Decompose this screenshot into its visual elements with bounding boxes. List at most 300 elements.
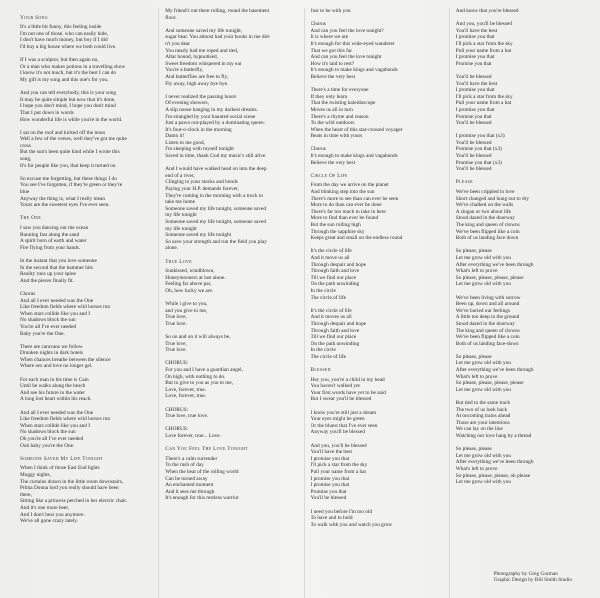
lyric-line: song,	[20, 156, 32, 163]
photography-credit: Photography by Greg Gorman	[493, 570, 558, 577]
lyric-line: Love, forever, true.	[165, 393, 207, 400]
lyric-line: Can be turned away	[165, 475, 208, 482]
lyric-line: there,	[20, 491, 32, 498]
stanza-gap	[456, 242, 588, 249]
lyric-line: You're a butterfly,	[165, 67, 204, 74]
lyric-line: And know that you're blessed	[455, 8, 519, 14]
lyric-line: My gift is my song and this one's for you.	[20, 76, 109, 83]
lyric-line: You're all I've ever needed	[20, 323, 77, 330]
lyric-line: But the sun rolling high	[310, 222, 361, 228]
lyric-line: To have and to hold	[310, 515, 353, 522]
lyric-line: It's enough to make kings and vagabonds	[310, 153, 398, 160]
lyric-line: Oh, how lucky we are.	[165, 287, 214, 294]
lyric-line: Sweet freedom whispered in my ear	[165, 60, 242, 67]
credits	[494, 571, 572, 584]
lyric-line: Or the bluest that I've ever seen	[310, 422, 378, 429]
song-title: Please	[455, 179, 473, 186]
lyric-line: You'll be blessed	[455, 120, 492, 127]
stanza-gap	[20, 51, 152, 58]
lyric-line: And it's one more beer,	[20, 504, 70, 511]
stanza-gap	[165, 160, 297, 167]
lyric-line: A little too deep in the ground	[455, 314, 520, 321]
lyric-line: Saved in time, thank God my music's still alive.	[165, 153, 267, 160]
lyric-line: Just to be with you	[310, 8, 351, 14]
lyric-line: Fly away, high away bye bye.	[165, 80, 229, 87]
stanza-gap	[165, 21, 297, 28]
lyric-line: Stood dazed in the doorway	[455, 215, 515, 222]
lyric-line: A slip noose hanging in my darkest dreams.	[165, 106, 258, 113]
lyric-line: That I put down in words	[20, 109, 74, 116]
lyric-line: There's a time for everyone	[310, 87, 369, 94]
lyric-line: On high, with nothing to do.	[165, 373, 226, 380]
lyric-line: There are caravans we follow	[20, 343, 83, 350]
stanza-gap	[311, 502, 443, 509]
lyric-line: True love,	[165, 340, 187, 347]
lyric-line: Believe the very best	[310, 159, 356, 166]
lyric-line: In the circle	[310, 347, 336, 354]
lyric-line: For each man in his time is Cain	[20, 376, 89, 383]
lyric-line: Someone saved my life tonight	[165, 232, 232, 239]
lyric-line: Beats in time with yours	[310, 133, 363, 140]
lyric-line: From the day we arrive on the planet	[310, 182, 389, 189]
lyric-line: Those are your intentions	[455, 419, 510, 426]
lyric-line: Someone saved my life tonight, someone saved	[165, 205, 267, 212]
lyric-line: There's a calm surrender	[165, 455, 218, 462]
lyric-line: I know you're still just a dream	[310, 409, 377, 416]
lyric-line: Just a pawn out-played by a dominating queen.	[165, 120, 265, 127]
lyric-line: No shadows block the sun	[20, 317, 76, 324]
lyric-line: And you, you'll be blessed	[310, 442, 367, 449]
lyric-line: When stars collide like you and I	[20, 422, 91, 429]
lyric-line: Moves us all in turn	[310, 106, 353, 113]
lyric-line: Anyway the thing is, what I really mean	[20, 195, 106, 202]
lyric-line: Keeps great and small on the endless round	[310, 235, 403, 242]
lyric-line: And all I ever needed was the One	[20, 409, 94, 416]
lyric-line: Watching our love hang by a thread	[455, 433, 532, 439]
lyric-line: Of evening showers,	[165, 100, 209, 107]
stanza-gap	[311, 403, 443, 410]
lyric-line: And can you feel the love tonight	[310, 54, 382, 61]
lyric-line: So save your strength and run the field you play	[165, 238, 267, 245]
lyric-line: If I was a sculptor, but then again no,	[20, 57, 99, 64]
lyric-line: And I would have walked head on into the deep	[165, 166, 267, 173]
lyric-line: And all I ever needed was the One	[20, 297, 94, 304]
song-title: True Love	[165, 258, 192, 265]
lyric-line: Pull your name from a hat	[455, 100, 512, 107]
lyric-line: Sunkissed, windblown,	[165, 268, 215, 275]
lyric-line: We've chalked on the walls	[455, 202, 514, 209]
song-title: Your Song	[20, 14, 48, 21]
stanza-gap	[456, 15, 588, 22]
lyric-line: For you and I have a guardian angel,	[165, 367, 243, 374]
song-title: Blessed	[310, 367, 331, 374]
lyric-line: So please, please	[455, 446, 492, 453]
lyric-line: So please, please, please, oh please	[455, 472, 531, 479]
stanza-gap	[165, 328, 297, 335]
stanza-gap	[456, 440, 588, 447]
lyric-line: You nearly had me roped and tied,	[165, 47, 239, 54]
lyrics-column-3	[304, 8, 449, 598]
stanza-gap	[456, 288, 588, 295]
stanza-gap	[165, 87, 297, 94]
lyric-line: Or a man who makes potions in a travelling show	[20, 63, 126, 70]
lyric-line: It's enough for this restless warrior	[165, 495, 239, 502]
lyric-line: And it move us all	[310, 254, 350, 261]
lyric-line: How wonderful life is while you're in the world.	[20, 116, 123, 123]
stanza-gap	[165, 420, 297, 427]
lyric-line: Feeling far above par,	[165, 281, 212, 288]
lyric-line: Let me grow old with you	[455, 360, 511, 367]
lyric-line: We've been flipped like a coin	[455, 228, 520, 235]
lyric-line: Been up, down and all around	[455, 301, 520, 308]
lyric-line: To walk with you and watch you grow	[310, 521, 393, 528]
lyric-line: On the path unwinding	[310, 340, 360, 347]
lyric-line: When the heart of this star-crossed voyager	[310, 126, 403, 133]
lyric-line: True love,	[165, 314, 187, 321]
lyric-line: Yours are the sweetest eyes I've ever seen.	[20, 202, 110, 209]
lyric-line: I promise you that	[310, 455, 350, 462]
lyric-line: But to give to you as you to me,	[165, 380, 234, 387]
lyric-line: So excuse me forgetting, but these things I do	[20, 175, 117, 182]
lyric-line: And it sees me through	[165, 488, 215, 495]
lyric-line: Anyway you'll be blessed	[310, 429, 365, 436]
lyric-line: my life tonight	[165, 212, 197, 219]
lyric-line: I promise you that	[455, 54, 495, 61]
lyric-line: In the second that the hammer hits	[20, 264, 93, 271]
lyric-line: Muggy nights,	[20, 471, 51, 478]
stanza-gap	[20, 403, 152, 410]
lyric-line: Damn it!	[165, 133, 185, 140]
lyric-line: My friend's out there rolling, round the basement	[165, 8, 270, 14]
lyric-line: n't you dear	[165, 40, 191, 47]
lyric-line: Love forever, true... Love.	[165, 433, 221, 439]
lyric-line: It may be quite simple but now that it's done,	[20, 96, 116, 103]
lyric-line: After everything we've been through	[455, 367, 534, 374]
lyric-line: Someone saved my life tonight, someone saved	[165, 219, 267, 225]
lyric-line: Let me grow old with you	[455, 386, 511, 393]
lyric-line: my life tonight	[165, 225, 197, 232]
stanza-gap	[311, 301, 443, 308]
lyric-line: Let me grow old with you	[455, 254, 511, 261]
lyric-line: What's left to prove	[455, 465, 498, 472]
lyric-line: I know it's not much, but it's the best I can do	[20, 70, 117, 77]
lyric-line: It's the circle of life	[310, 248, 352, 255]
lyric-line: Through despair and hope	[310, 320, 366, 327]
stanza-gap	[311, 140, 443, 147]
lyric-line: blue	[20, 189, 30, 196]
lyric-line: end of a river,	[165, 172, 195, 179]
lyric-line: floor.	[165, 14, 177, 21]
lyric-line: It's a little bit funny, this feeling inside	[20, 24, 102, 31]
lyric-line: The circle of life	[310, 294, 346, 301]
lyric-line: Till we find our place	[310, 274, 357, 281]
lyric-line: Drunken nights in dark hotels	[20, 350, 83, 357]
lyric-line: I need you before I'm too old	[310, 508, 373, 515]
lyric-line: Baby you're the One.	[20, 330, 65, 337]
lyric-line: Let me grow old with you	[455, 452, 511, 459]
lyric-line: A long lost heart within his reach.	[20, 396, 92, 403]
lyric-line: While i give to you,	[165, 301, 208, 308]
lyric-line: We've all gone crazy lately.	[20, 518, 78, 525]
lyric-line: I don't have much money, but boy if I did	[20, 37, 108, 44]
lyric-line: I promise you that	[455, 34, 495, 41]
lyric-line: Let me grow old with you	[455, 479, 511, 486]
lyric-line: Through faith and love	[310, 268, 360, 275]
lyric-line: That we got this far	[310, 47, 352, 54]
song-title: The One	[20, 215, 42, 222]
lyric-line: I'd buy a big house where we both could live.	[20, 43, 117, 50]
lyrics-column-4	[449, 8, 594, 598]
lyric-line: So please, please	[455, 248, 492, 255]
lyric-line: It is where we are	[310, 34, 349, 41]
lyric-line: Pull your name from a hat	[455, 47, 512, 54]
lyric-line: And it moves us all	[310, 314, 352, 321]
lyric-line: More to find than ever be found	[310, 215, 379, 222]
lyric-line: I promise you that (x3)	[455, 133, 505, 140]
lyric-line: You see I've forgotten, if they're green or they're	[20, 182, 123, 189]
stanza-gap	[20, 284, 152, 291]
lyric-line: You haven't walked yet	[310, 383, 360, 390]
lyric-line: I'll pick a star from the sky	[455, 40, 513, 47]
lyric-line: Sitting like a princess perched in her electric chair.	[20, 498, 128, 505]
lyric-line: And butterflies are free to fly,	[165, 73, 229, 80]
stanza-gap	[456, 393, 588, 400]
lyric-line: On the path unwinding	[310, 281, 360, 288]
lyric-line: The king and queen of clowns	[455, 222, 520, 228]
lyric-line: I promise you that	[310, 475, 350, 482]
lyric-line: And can you feel the love tonight?	[310, 27, 384, 34]
stanza-gap	[20, 123, 152, 130]
song-title: Someone Saved My Life Tonight	[20, 455, 103, 462]
lyric-line: Like freedom fields where wild horses run	[20, 416, 111, 423]
lyric-line: CHORUS:	[165, 426, 189, 433]
lyric-line: You'll have the best	[310, 449, 352, 456]
lyric-line: and you give to me,	[165, 307, 208, 314]
lyric-line: cross	[20, 142, 31, 149]
lyric-line: Ooh baby you're the One.	[20, 442, 75, 449]
lyric-line: take me home	[165, 199, 195, 206]
lyric-line: But the sun's been quite kind while I wrote this	[20, 149, 120, 156]
lyric-line: Hey you, you're a child in my head	[310, 376, 385, 383]
lyric-line: It's enough for this wide-eyed wanderer	[310, 40, 395, 47]
lyric-line: Where sex and love no longer gel.	[20, 363, 93, 370]
lyric-line: So please, please, please, please	[455, 380, 524, 387]
lyric-line: I promise you that	[310, 482, 350, 489]
lyric-line: Your first words have yet to be said	[310, 389, 386, 396]
lyric-line: Listen to me good,	[165, 139, 205, 146]
lyric-line: There's far too much to take in here	[310, 208, 386, 215]
lyric-line: More to do than can ever be done	[310, 202, 382, 209]
lyric-line: sugar bear. You almost had your hooks in me did-	[165, 34, 271, 41]
lyric-line: In the circle	[310, 287, 336, 294]
lyric-line: Both of us landing face down	[455, 235, 519, 242]
stanza-gap	[20, 337, 152, 344]
lyric-line: Till we find our place	[310, 334, 357, 341]
lyric-line: Promise you that (x3)	[455, 159, 502, 166]
lyric-line: There's more to see than can ever be seen	[310, 195, 399, 202]
lyric-line: No shadows block the sun	[20, 429, 76, 436]
lyric-line: I never realized the passing hours	[165, 93, 237, 100]
lyric-line: Let me grow old with you	[455, 281, 511, 288]
lyric-line: Your eyes might be green	[310, 416, 365, 423]
stanza-gap	[20, 251, 152, 258]
lyric-line: After everything we've been through	[455, 261, 534, 268]
stanza-gap	[20, 370, 152, 377]
design-credit: Graphic Design by Bill Smith Studio	[493, 577, 572, 584]
lyric-line: It's the circle of life	[310, 307, 352, 314]
stanza-gap	[165, 354, 297, 361]
stanza-gap	[311, 15, 443, 22]
lyric-line: And you can tell everybody, this is your song	[20, 90, 117, 97]
lyric-line: Chorus	[310, 21, 326, 28]
lyric-line: Short changed and hung out to dry	[455, 195, 530, 202]
lyric-line: Altar bound, hypnotised,	[165, 54, 218, 61]
stanza-gap	[311, 81, 443, 88]
lyric-line: It's for people like you, that keep it turned on.	[20, 162, 117, 169]
lyric-line: And someone saved my life tonight,	[165, 27, 243, 34]
lyric-line: When I think of those East End lights	[20, 465, 100, 472]
lyric-line: It's four-o-clock in the morning	[165, 126, 232, 133]
lyric-line: I'll pick a star from the sky	[310, 462, 368, 469]
lyric-line: So please, please, please, please	[455, 274, 524, 281]
lyric-line: Through the sapphire sky	[310, 228, 365, 235]
lyric-line: Clinging to your stocks and bonds	[165, 179, 238, 186]
lyric-line: And you, you'll be blessed	[455, 21, 512, 28]
lyric-line: At oncoming trains ahead	[455, 413, 511, 420]
lyric-line: Oh you're all I've ever needed	[20, 436, 84, 442]
lyrics-column-1	[14, 8, 158, 598]
lyric-line: We've been living with sorrow	[455, 294, 521, 301]
stanza-gap	[456, 67, 588, 74]
lyric-line: I promise you that	[455, 106, 495, 113]
stanza-gap	[456, 127, 588, 134]
lyric-line: I promise you that	[455, 87, 495, 94]
lyric-line: Chorus	[20, 290, 36, 297]
lyric-line: Through despair and hope	[310, 261, 366, 268]
lyric-line: We've been crippled in love	[455, 189, 515, 196]
stanza-gap	[20, 169, 152, 176]
lyric-line: But tied to the same track	[455, 400, 511, 407]
lyric-line: I'm strangled by your haunted social scene	[165, 113, 256, 120]
lyric-line: You'll be blessed	[455, 139, 492, 146]
lyric-line: And I don't hear you anymore.	[20, 511, 85, 518]
lyric-line: A slogan or two about life	[455, 208, 511, 215]
song-title: Can You Feel The Love Tonight	[165, 446, 248, 453]
lyric-line: When the heat of the rolling world	[165, 468, 239, 475]
lyric-line: Promise you that	[455, 113, 492, 120]
lyric-line: Honeymooners at last alone.	[165, 274, 226, 281]
lyric-line: We can lay on the line	[455, 426, 503, 433]
lyric-line: Reality runs up your spine	[20, 271, 76, 278]
lyric-line: But I swear you'll be blessed	[310, 396, 372, 403]
lyric-line: I saw you dancing out the ocean	[20, 225, 89, 231]
lyric-line: Both of us landing face-down	[455, 340, 519, 347]
lyric-line: And see his future in the water	[20, 389, 86, 396]
lyric-line: You'll be blessed	[310, 495, 347, 502]
lyric-line: You'll have the best	[455, 80, 498, 87]
lyric-line: Stood dazed in the doorway	[455, 320, 515, 327]
lyrics-column-2	[158, 8, 303, 598]
lyric-line: I'm sleeping with myself tonight	[165, 146, 234, 153]
lyric-line: A spirit born of earth and water	[20, 238, 87, 245]
lyric-line: Fire flying from your hands.	[20, 244, 81, 251]
lyric-line: It's enough to make kings and vagabonds	[310, 67, 398, 74]
lyric-line: I'll pick a star from the sky	[455, 93, 513, 100]
lyric-line: After everything we've been through	[455, 459, 534, 466]
lyric-line: In the instant that you love someone	[20, 257, 97, 264]
lyric-line: Well a few of the verses, well they've got me quite	[20, 136, 127, 143]
song-title: Circle Of Life	[310, 172, 348, 179]
lyric-line: Paying your H.P. demands forever,	[165, 186, 240, 193]
lyric-line: When chances breathe between the silence	[20, 356, 111, 363]
lyric-line: Until he walks along the beach	[20, 383, 86, 390]
lyric-line: I sat on the roof and kicked off the moss	[20, 129, 106, 136]
lyric-line: You'll have the best	[455, 27, 498, 34]
stanza-gap	[20, 84, 152, 91]
stanza-gap	[456, 347, 588, 354]
lyric-line: Chorus	[310, 146, 326, 153]
lyric-line: Pull your name from a hat	[310, 468, 366, 475]
stanza-gap	[311, 242, 443, 249]
lyric-line: True love, true love.	[165, 413, 209, 420]
lyric-line: Promise you that	[455, 60, 492, 67]
lyric-line: To the rush of day	[165, 462, 204, 469]
lyric-line: The circle of life	[310, 353, 346, 360]
lyric-line: Like freedom fields where wild horses run	[20, 304, 111, 311]
lyric-line: Promise you that	[310, 488, 347, 495]
lyric-line: Love, forever, true.	[165, 386, 207, 393]
lyric-line: So on and on it will always be,	[165, 334, 231, 341]
lyric-line: So please, please	[455, 353, 492, 360]
lyric-line: If they only learn	[310, 93, 348, 100]
lyric-line: alone.	[165, 245, 179, 252]
lyric-line: To the wild outdoors	[310, 120, 355, 127]
lyric-line: You'll be blessed	[455, 73, 492, 80]
lyric-line: And the pieces finally fit.	[20, 277, 74, 284]
lyric-line: Through faith and love	[310, 327, 360, 334]
lyric-line: We've buried our feelings	[455, 307, 510, 314]
stanza-gap	[165, 400, 297, 407]
lyric-line: An enchanted moment	[165, 482, 214, 489]
stanza-gap	[165, 295, 297, 302]
lyric-line: The two of us look back	[455, 406, 508, 413]
lyric-line: True love.	[165, 347, 187, 354]
lyric-line: What's left to prove	[455, 268, 498, 275]
lyric-line: CHORUS:	[165, 360, 189, 367]
lyric-line: The king and queen of clowns	[455, 327, 520, 334]
lyric-line: Believe the very best	[310, 73, 356, 80]
lyric-line: True love.	[165, 320, 187, 327]
stanza-gap	[311, 436, 443, 443]
lyric-line: When stars collide like you and I	[20, 310, 91, 317]
lyric-line: That the twisting kaleidoscope	[310, 100, 376, 107]
lyric-line: How it's laid to rest?	[310, 60, 355, 67]
lyric-line: I'm not one of those, who can easily hide,	[20, 30, 109, 37]
lyric-line: I hope you don't mind, I hope you don't mind	[20, 103, 116, 110]
lyric-line: You'll be blessed	[455, 166, 492, 173]
lyric-line: Prima Donna lord you really should have been	[20, 485, 119, 492]
lyric-line: CHORUS:	[165, 406, 189, 413]
lyric-line: Promise you that (x3)	[455, 146, 502, 153]
lyric-line: You'll be blessed	[455, 153, 492, 160]
lyric-line: And blinking step into the sun	[310, 189, 375, 196]
lyric-line: They're coming in the morning with a truck to	[165, 192, 263, 199]
lyric-line: There's a rhyme and reason	[310, 113, 369, 120]
lyric-line: The curtains drawn in the little room downstairs,	[20, 478, 124, 485]
lyric-line: We've been flipped like a coin	[455, 334, 520, 341]
lyric-line: Running fast along the sand	[20, 231, 80, 238]
lyric-line: What's left to prove	[455, 373, 498, 380]
